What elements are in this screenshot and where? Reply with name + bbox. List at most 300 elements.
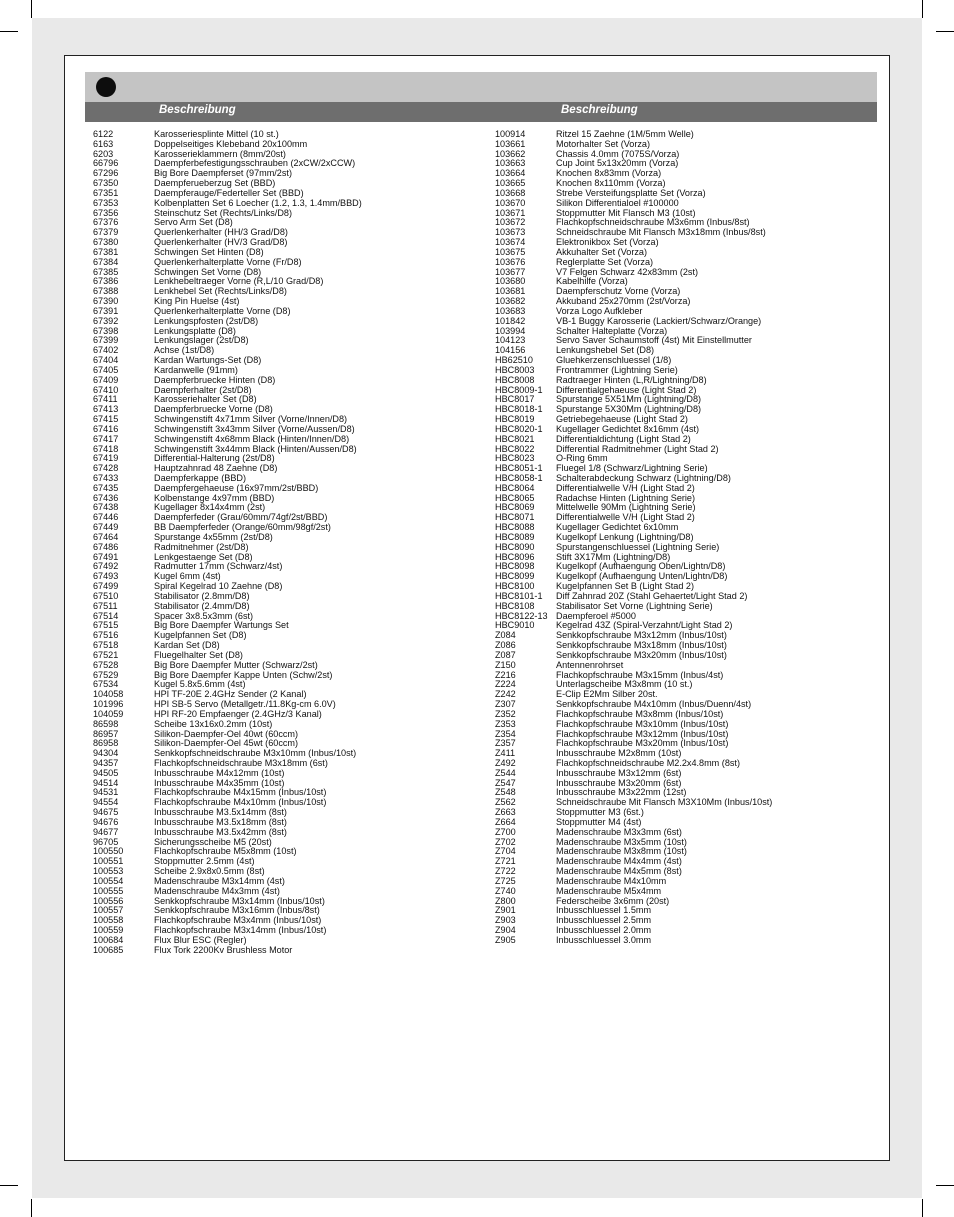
part-number: 94677 (93, 826, 119, 837)
part-number: 67417 (93, 433, 119, 444)
part-number: 67436 (93, 492, 119, 503)
part-description: Akkuhalter Set (Vorza) (556, 246, 647, 257)
part-number: 67511 (93, 600, 118, 611)
part-description: Schneidschraube Mit Flansch M3X10Mm (Inbus/10st) (556, 797, 773, 808)
part-description: Knochen 8x110mm (Vorza) (556, 178, 666, 189)
part-number: Z548 (495, 787, 516, 798)
part-number: Z721 (495, 856, 516, 867)
part-number: 67404 (93, 355, 119, 366)
part-description: Senkkopfschraube M4x10mm (Inbus/Duenn/4st) (556, 699, 752, 710)
part-number: HBC8099 (495, 571, 535, 582)
part-description: VB-1 Buggy Karosserie (Lackiert/Schwarz/Orange) (556, 315, 762, 326)
part-number: 100684 (93, 934, 124, 945)
part-description: Spacer 3x8.5x3mm (6st) (154, 610, 254, 621)
part-number: 94554 (93, 797, 119, 808)
part-description: Kugellager Gedichtet 6x10mm (556, 522, 679, 533)
part-description: Inbusschluessel 3.0mm (556, 934, 652, 945)
part-number: 67398 (93, 325, 119, 336)
part-number: Z352 (495, 708, 516, 719)
part-description: Flachkopfschraube M3x12mm (Inbus/10st) (556, 728, 729, 739)
part-number: 103680 (495, 276, 526, 287)
part-description: E-Clip E2Mm Silber 20st. (556, 689, 658, 700)
part-description: Stoppmutter M3 (6st.) (556, 807, 644, 818)
part-number: 67449 (93, 522, 119, 533)
part-number: Z547 (495, 777, 516, 788)
part-description: Kugelkopf Lenkung (Lightning/D8) (556, 531, 694, 542)
part-description: Schwingenstift 3x44mm Black (Hinten/Aussen/D8) (154, 443, 357, 454)
part-description: Reglerplatte Set (Vorza) (556, 256, 654, 267)
part-number: 100556 (93, 895, 124, 906)
part-description: Scheibe 13x16x0.2mm (10st) (154, 718, 273, 729)
part-description: Schwingenstift 4x68mm Black (Hinten/Innen/D8) (154, 433, 350, 444)
part-description: V7 Felgen Schwarz 42x83mm (2st) (556, 266, 699, 277)
part-number: 67521 (93, 649, 119, 660)
part-number: 67399 (93, 335, 119, 346)
part-description: Servo Arm Set (D8) (154, 217, 233, 228)
part-number: Z224 (495, 679, 516, 690)
part-description: King Pin Huelse (4st) (154, 296, 240, 307)
part-number: 67381 (93, 246, 119, 257)
part-description: Flux Blur ESC (Regler) (154, 934, 247, 945)
part-description: Spurstangenschluessel (Lightning Serie) (556, 541, 720, 552)
part-number: 67411 (93, 394, 118, 405)
part-description: Spurstange 5X30Mm (Lightning/D8) (556, 404, 702, 415)
part-number: 67418 (93, 443, 119, 454)
part-number: HBC8020-1 (495, 423, 543, 434)
part-number: Z544 (495, 767, 516, 778)
part-number: 100557 (93, 905, 124, 916)
part-description: Inbusschluessel 2.5mm (556, 915, 652, 926)
part-number: HBC8069 (495, 502, 535, 513)
part-description: BB Daempferfeder (Orange/60mm/98gf/2st) (154, 522, 331, 533)
part-description: Radmitnehmer (2st/D8) (154, 541, 249, 552)
part-description: Stoppmutter M4 (4st) (556, 816, 642, 827)
part-number: 67385 (93, 266, 119, 277)
part-description: Flachkopfschraube M3x8mm (Inbus/10st) (556, 708, 724, 719)
part-number: 103994 (495, 325, 526, 336)
part-description: Kugellager Gedichtet 8x16mm (4st) (556, 423, 700, 434)
part-description: Madenschraube M4x10mm (556, 875, 667, 886)
part-description: Kugelpfannen Set B (Light Stad 2) (556, 581, 695, 592)
part-number: Z664 (495, 816, 516, 827)
part-description: Kardanwelle (91mm) (154, 364, 238, 375)
part-number: 86598 (93, 718, 119, 729)
part-number: 67529 (93, 669, 119, 680)
title-banner (85, 72, 877, 102)
part-description: Daempferoel #5000 (556, 610, 636, 621)
part-number: 94357 (93, 758, 119, 768)
part-number: 100558 (93, 915, 124, 926)
part-number: 103676 (495, 256, 526, 267)
part-description: Spiral Kegelrad 10 Zaehne (D8) (154, 581, 283, 592)
part-description: Madenschraube M3x3mm (6st) (556, 826, 682, 837)
part-description: Schwingenstift 4x71mm Silver (Vorne/Innen/D8) (154, 414, 348, 425)
crop-mark (922, 0, 923, 18)
part-description: Big Bore Daempfer Mutter (Schwarz/2st) (154, 659, 318, 670)
part-description: Daempferkappe (BBD) (154, 472, 246, 483)
part-description: HPI SB-5 Servo (Metallgetr./11.8Kg-cm 6.0V) (154, 699, 336, 710)
part-description: Radachse Hinten (Lightning Serie) (556, 492, 696, 503)
part-number: HBC8098 (495, 561, 535, 572)
part-description: Kolbenstange 4x97mm (BBD) (154, 492, 275, 503)
part-number: 94675 (93, 807, 119, 818)
part-number: 67409 (93, 374, 119, 385)
part-number: 103675 (495, 246, 526, 257)
crop-mark (0, 31, 18, 32)
part-description: Mittelwelle 90Mm (Lightning Serie) (556, 502, 696, 513)
part-number: Z901 (495, 905, 516, 916)
part-number: 103670 (495, 197, 526, 208)
part-number: 67464 (93, 531, 119, 542)
part-description: Doppelseitiges Klebeband 20x100mm (154, 138, 308, 149)
part-description: Frontrammer (Lightning Serie) (556, 364, 678, 375)
part-description: Senkkopfschneidschraube M3x10mm (Inbus/10st) (154, 748, 357, 759)
part-description: Sicherungsscheibe M5 (20st) (154, 836, 272, 847)
part-number: 100554 (93, 875, 124, 886)
part-description: Silikon Differentialoel #100000 (556, 197, 679, 208)
part-number: HBC8065 (495, 492, 535, 503)
part-number: Z800 (495, 895, 516, 906)
part-description: Cup Joint 5x13x20mm (Vorza) (556, 158, 679, 169)
part-description: Querlenkerhalterplatte Vorne (Fr/D8) (154, 256, 302, 267)
part-description: Karosseriesplinte Mittel (10 st.) (154, 129, 279, 139)
part-number: 100555 (93, 885, 124, 896)
part-number: 86957 (93, 728, 119, 739)
part-description: Gluehkerzenschluessel (1/8) (556, 355, 672, 366)
part-description: Senkkopfschraube M3x20mm (Inbus/10st) (556, 649, 727, 660)
part-description: Steinschutz Set (Rechts/Links/D8) (154, 207, 292, 218)
part-number: 67402 (93, 345, 119, 356)
part-number: 104059 (93, 708, 124, 719)
part-number: 103668 (495, 187, 526, 198)
part-description: Schneidschraube Mit Flansch M3x18mm (Inbus/8st) (556, 227, 766, 238)
part-description: Fluegel 1/8 (Schwarz/Lightning Serie) (556, 463, 708, 474)
part-description: Differential Radmitnehmer (Light Stad 2) (556, 443, 719, 454)
part-number: 101996 (93, 699, 124, 710)
part-description: Stabilisator Set Vorne (Lightning Serie) (556, 600, 713, 611)
part-description: Daempfergehaeuse (16x97mm/2st/BBD) (154, 482, 319, 493)
part-description: HPI RF-20 Empfaenger (2.4GHz/3 Kanal) (154, 708, 322, 719)
part-number: 67350 (93, 178, 119, 189)
part-number: 103673 (495, 227, 526, 238)
part-description: Senkkopfschraube M3x16mm (Inbus/8st) (154, 905, 320, 916)
part-number: HBC8008 (495, 374, 535, 385)
part-description: Inbusschraube M3.5x18mm (8st) (154, 816, 287, 827)
part-number: 101842 (495, 315, 526, 326)
part-number: HBC8100 (495, 581, 535, 592)
part-number: 67435 (93, 482, 119, 493)
part-number: Z307 (495, 699, 516, 710)
part-number: Z411 (495, 748, 516, 759)
part-number: 103663 (495, 158, 526, 169)
part-description: Silikon-Daempfer-Oel 45wt (60ccm) (154, 738, 299, 749)
section-bullet-icon (96, 77, 116, 97)
part-description: Querlenkerhalterplatte Vorne (D8) (154, 305, 291, 316)
column-header-bar (85, 102, 877, 122)
part-number: 66796 (93, 158, 119, 169)
part-description: HPI TF-20E 2.4GHz Sender (2 Kanal) (154, 689, 307, 700)
part-number: 67491 (93, 551, 119, 562)
part-number: 67391 (93, 305, 119, 316)
part-description: Differentialwelle V/H (Light Stad 2) (556, 482, 695, 493)
part-description: Stabilisator (2.4mm/D8) (154, 600, 250, 611)
part-number: Z216 (495, 669, 516, 680)
part-description: Madenschraube M5x4mm (556, 885, 662, 896)
part-description: Silikon-Daempfer-Oel 40wt (60ccm) (154, 728, 299, 739)
part-description: Getriebegehaeuse (Light Stad 2) (556, 414, 688, 425)
part-number: HBC8003 (495, 364, 535, 375)
part-number: Z704 (495, 846, 516, 857)
part-description: Motorhalter Set (Vorza) (556, 138, 651, 149)
part-number: Z354 (495, 728, 516, 739)
part-description: Daempferfeder (Grau/60mm/74gf/2st/BBD) (154, 512, 328, 523)
part-number: 67534 (93, 679, 119, 690)
part-description: Daempferbruecke Hinten (D8) (154, 374, 276, 385)
part-description: Differentialdichtung (Light Stad 2) (556, 433, 691, 444)
part-description: Achse (1st/D8) (154, 345, 215, 356)
part-description: Ritzel 15 Zaehne (1M/5mm Welle) (556, 129, 694, 139)
part-number: 86958 (93, 738, 119, 749)
part-number: 104058 (93, 689, 124, 700)
part-number: 100553 (93, 866, 124, 877)
part-number: 67486 (93, 541, 119, 552)
part-description: Lenkungsplatte (D8) (154, 325, 236, 336)
part-description: Inbusschraube M3x20mm (6st) (556, 777, 682, 788)
part-description: Inbusschraube M4x12mm (10st) (154, 767, 285, 778)
part-number: HBC8058-1 (495, 472, 543, 483)
part-number: 100914 (495, 129, 526, 139)
part-description: Madenschraube M4x4mm (4st) (556, 856, 682, 867)
part-description: Kugelkopf (Aufhaengung Unten/Lightn/D8) (556, 571, 728, 582)
part-number: Z702 (495, 836, 516, 847)
part-description: Flachkopfschraube M3x20mm (Inbus/10st) (556, 738, 729, 749)
part-number: 67384 (93, 256, 119, 267)
part-description: Inbusschluessel 1.5mm (556, 905, 652, 916)
part-number: 96705 (93, 836, 119, 847)
part-description: Senkkopfschraube M3x18mm (Inbus/10st) (556, 640, 727, 651)
part-description: Strebe Versteifungsplatte Set (Vorza) (556, 187, 706, 198)
part-description: Schalterabdeckung Schwarz (Lightning/D8) (556, 472, 731, 483)
part-description: Lenkungspfosten (2st/D8) (154, 315, 259, 326)
part-description: Stabilisator (2.8mm/D8) (154, 590, 250, 601)
part-number: 94676 (93, 816, 119, 827)
part-number: 67379 (93, 227, 119, 238)
part-description: Kugelkopf (Aufhaengung Oben/Lightn/D8) (556, 561, 726, 572)
part-number: HB62510 (495, 355, 533, 366)
part-description: Kugel 6mm (4st) (154, 571, 221, 582)
part-description: Antennenrohrset (556, 659, 624, 670)
part-number: 103671 (495, 207, 526, 218)
crop-mark (922, 1199, 923, 1217)
part-description: Unterlagscheibe M3x8mm (10 st.) (556, 679, 693, 690)
right-column-header: Beschreibung (561, 104, 638, 116)
part-description: Kardan Set (D8) (154, 640, 220, 651)
crop-mark (31, 1199, 32, 1217)
part-number: 94514 (93, 777, 119, 788)
parts-list-page (64, 55, 890, 1161)
part-description: Chassis 4.0mm (7075S/Vorza) (556, 148, 680, 159)
part-number: HBC8051-1 (495, 463, 543, 474)
part-description: Stoppmutter 2.5mm (4st) (154, 856, 255, 867)
part-description: Madenschraube M3x8mm (10st) (556, 846, 687, 857)
part-description: Querlenkerhalter (HV/3 Grad/D8) (154, 237, 288, 248)
part-number: HBC8064 (495, 482, 535, 493)
part-description: Flachkopfschneidschraube M3x6mm (Inbus/8st) (556, 217, 750, 228)
part-description: Hauptzahnrad 48 Zaehne (D8) (154, 463, 278, 474)
part-description: Lenkhebel Set (Rechts/Links/D8) (154, 286, 287, 297)
part-number: Z722 (495, 866, 516, 877)
part-number: Z150 (495, 659, 516, 670)
part-description: Knochen 8x83mm (Vorza) (556, 168, 662, 179)
part-description: Differentialgehaeuse (Light Stad 2) (556, 384, 697, 395)
part-description: Daempferueberzug Set (BBD) (154, 178, 276, 189)
part-number: 67356 (93, 207, 119, 218)
part-number: 67388 (93, 286, 119, 297)
part-description: Akkuband 25x270mm (2st/Vorza) (556, 296, 691, 307)
part-number: 67410 (93, 384, 119, 395)
part-number: 67528 (93, 659, 119, 670)
part-number: HBC8101-1 (495, 590, 543, 601)
part-number: 67386 (93, 276, 119, 287)
part-description: Inbusschluessel 2.0mm (556, 925, 652, 936)
part-description: Vorza Logo Aufkleber (556, 305, 643, 316)
part-number: 67419 (93, 453, 119, 464)
part-description: Flachkopfschraube M4x10mm (Inbus/10st) (154, 797, 327, 808)
part-number: 6203 (93, 148, 114, 159)
part-description: Stoppmutter Mit Flansch M3 (10st) (556, 207, 696, 218)
part-number: 67405 (93, 364, 119, 375)
part-description: Lenkhebeltraeger Vorne (R,L/10 Grad/D8) (154, 276, 324, 287)
part-number: Z087 (495, 649, 516, 660)
part-description: Daempferbefestigungsschrauben (2xCW/2xCCW) (154, 158, 356, 169)
part-number: HBC8017 (495, 394, 535, 405)
part-number: HBC8071 (495, 512, 535, 523)
part-description: Differential-Halterung (2st/D8) (154, 453, 275, 464)
part-description: Schalter Halteplatte (Vorza) (556, 325, 668, 336)
part-description: Inbusschraube M2x8mm (10st) (556, 748, 682, 759)
part-number: 103661 (495, 138, 526, 149)
part-number: 103664 (495, 168, 526, 179)
crop-mark (936, 31, 954, 32)
part-number: 100559 (93, 925, 124, 936)
part-number: HBC8122-13 (495, 610, 548, 621)
part-description: Servo Saver Schaumstoff (4st) Mit Einstellmutter (556, 335, 752, 346)
part-number: HBC8018-1 (495, 404, 543, 415)
part-number: 67428 (93, 463, 119, 474)
part-number: 67518 (93, 640, 119, 651)
part-description: Madenschraube M3x5mm (10st) (556, 836, 687, 847)
part-description: Madenschraube M4x3mm (4st) (154, 885, 280, 896)
part-description: Scheibe 2.9x8x0.5mm (8st) (154, 866, 265, 877)
part-description: Daempferbruecke Vorne (D8) (154, 404, 273, 415)
part-number: Z725 (495, 875, 516, 886)
part-number: 67516 (93, 630, 119, 641)
left-column-header: Beschreibung (159, 104, 236, 116)
part-number: 103681 (495, 286, 526, 297)
part-description: Daempferhalter (2st/D8) (154, 384, 252, 395)
part-number: 67493 (93, 571, 119, 582)
part-number: 103683 (495, 305, 526, 316)
part-number: 67492 (93, 561, 119, 572)
part-number: 67433 (93, 472, 119, 483)
part-description: Madenschraube M3x14mm (4st) (154, 875, 285, 886)
part-number: 67353 (93, 197, 119, 208)
part-description: Flux Tork 2200Kv Brushless Motor (154, 944, 293, 955)
part-description: Big Bore Daempfer Kappe Unten (Schw/2st) (154, 669, 333, 680)
part-description: Karosserieklammern (8mm/20st) (154, 148, 286, 159)
part-number: 6163 (93, 138, 114, 149)
part-number: 67413 (93, 404, 119, 415)
part-number: Z562 (495, 797, 516, 808)
part-description: Inbusschraube M3.5x42mm (8st) (154, 826, 287, 837)
part-number: 67510 (93, 590, 119, 601)
part-number: 103672 (495, 217, 526, 228)
part-description: Kugellager 8x14x4mm (2st) (154, 502, 266, 513)
part-number: 67415 (93, 414, 119, 425)
part-number: HBC8089 (495, 531, 535, 542)
part-number: 104156 (495, 345, 526, 356)
part-number: HBC8090 (495, 541, 535, 552)
part-number: 67376 (93, 217, 119, 228)
part-number: Z084 (495, 630, 516, 641)
part-description: Diff Zahnrad 20Z (Stahl Gehaertet/Light Stad 2) (556, 590, 748, 601)
part-number: 67351 (93, 187, 119, 198)
part-number: 100551 (93, 856, 124, 867)
part-number: Z740 (495, 885, 516, 896)
crop-mark (31, 0, 32, 18)
part-description: Querlenkerhalter (HH/3 Grad/D8) (154, 227, 288, 238)
part-number: Z663 (495, 807, 516, 818)
part-description: Kegelrad 43Z (Spiral-Verzahnt/Light Stad 2) (556, 620, 733, 631)
part-description: Senkkopfschraube M3x12mm (Inbus/10st) (556, 630, 727, 641)
part-description: Inbusschraube M3x22mm (12st) (556, 787, 687, 798)
part-description: Flachkopfschneidschraube M3x18mm (6st) (154, 758, 328, 768)
part-number: 100550 (93, 846, 124, 857)
part-number: HBC8022 (495, 443, 535, 454)
crop-mark (0, 1185, 18, 1186)
part-number: HBC9010 (495, 620, 535, 631)
part-description: Flachkopfschraube M3x10mm (Inbus/10st) (556, 718, 729, 729)
part-description: Karosseriehalter Set (D8) (154, 394, 257, 405)
part-description: Stift 3X17Mm (Lightning/D8) (556, 551, 671, 562)
part-number: 94304 (93, 748, 119, 759)
part-number: Z357 (495, 738, 516, 749)
part-description: Elektronikbox Set (Vorza) (556, 237, 659, 248)
part-number: Z904 (495, 925, 516, 936)
part-description: Daempferauge/Federteller Set (BBD) (154, 187, 304, 198)
part-number: 94505 (93, 767, 119, 778)
part-description: Flachkopfschraube M5x8mm (10st) (154, 846, 297, 857)
part-description: Flachkopfschneidschraube M2.2x4.8mm (8st) (556, 758, 740, 768)
part-number: 67296 (93, 168, 119, 179)
part-number: 100685 (93, 944, 124, 955)
part-description: Flachkopfschraube M3x4mm (Inbus/10st) (154, 915, 322, 926)
part-description: Flachkopfschraube M3x15mm (Inbus/4st) (556, 669, 724, 680)
part-number: 103665 (495, 178, 526, 189)
part-description: Inbusschraube M3x12mm (6st) (556, 767, 682, 778)
part-number: HBC8108 (495, 600, 535, 611)
part-description: Lenkungshebel Set (D8) (556, 345, 655, 356)
part-number: 67499 (93, 581, 119, 592)
part-number: 67515 (93, 620, 119, 631)
part-description: Kolbenplatten Set 6 Loecher (1.2, 1.3, 1.4mm/BBD) (154, 197, 362, 208)
part-description: Schwingenstift 3x43mm Silver (Vorne/Aussen/D8) (154, 423, 355, 434)
part-description: Flachkopfschraube M3x14mm (Inbus/10st) (154, 925, 327, 936)
part-number: HBC8019 (495, 414, 535, 425)
part-description: Radtraeger Hinten (L,R/Lightning/D8) (556, 374, 707, 385)
part-number: Z492 (495, 758, 516, 768)
part-number: 67380 (93, 237, 119, 248)
